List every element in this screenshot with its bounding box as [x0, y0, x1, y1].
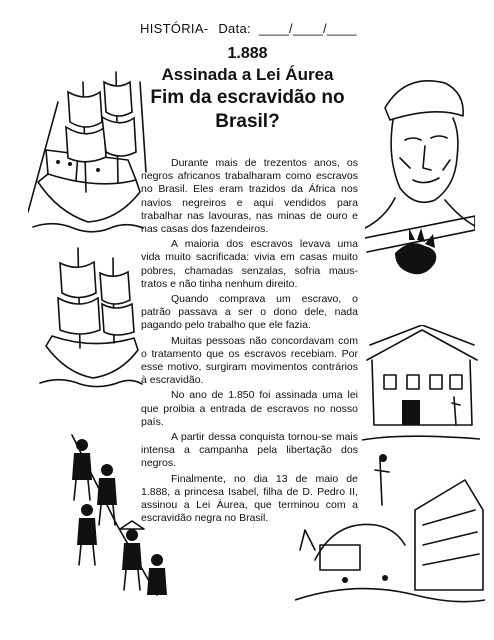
- subject-label: HISTÓRIA-: [140, 21, 209, 36]
- title-line-1: Assinada a Lei Áurea: [161, 65, 334, 84]
- enslaved-people-walking-illustration: [62, 425, 172, 605]
- paragraph-7: Finalmente, no dia 13 de maio de 1.888, a princesa Isabel, filha de D. Pedro II, assinou a Lei Áurea, que terminou com a escravidão negra no Brasil.: [141, 472, 358, 525]
- header-line: [140, 21, 357, 36]
- colonial-house-illustration: [362, 325, 480, 445]
- enslaved-man-portrait-illustration: [365, 68, 475, 283]
- title-line-2: Fim da escravidão no: [150, 87, 345, 108]
- paragraph-1: Durante mais de trezentos anos, os negros africanos trabalharam como escravos no Brasil. Eles eram trazidos da África nos navios negreiros e aqui vendidos para trabalhar nas lavouras, nas minas de ouro e nas casas dos fazendeiros.: [141, 157, 358, 236]
- paragraph-2: A maioria dos escravos levava uma vida muito sacrificada: vivia em casas muito pobres, chamadas senzalas, sofria maus-tratos e não tinha nenhum direito.: [141, 238, 358, 290]
- sailing-ship-illustration-middle: [38, 238, 143, 388]
- title-year: 1.888: [227, 45, 268, 62]
- sailing-ship-illustration-top: [28, 62, 148, 237]
- paragraph-3: Quando comprava um escravo, o patrão passava a ser o dono dele, nada pagando pelo trabalho que ele fazia.: [141, 293, 358, 332]
- date-label: Data:: [218, 21, 251, 36]
- title-line-3: Brasil?: [215, 111, 280, 132]
- village-scene-illustration: [295, 450, 485, 610]
- date-blanks: ____/____/____: [258, 21, 358, 36]
- paragraph-5: No ano de 1.850 foi assinada uma lei que proibia a entrada de escravos no nosso país.: [141, 389, 358, 428]
- paragraph-4: Muitas pessoas não concordavam com o tratamento que os escravos recebiam. Por esse motivo, surgiram movimentos contrários à escravidão.: [141, 334, 358, 387]
- title-block: [140, 44, 355, 134]
- paragraph-6: A partir dessa conquista tornou-se mais intensa a campanha pela libertação dos negros.: [141, 431, 358, 470]
